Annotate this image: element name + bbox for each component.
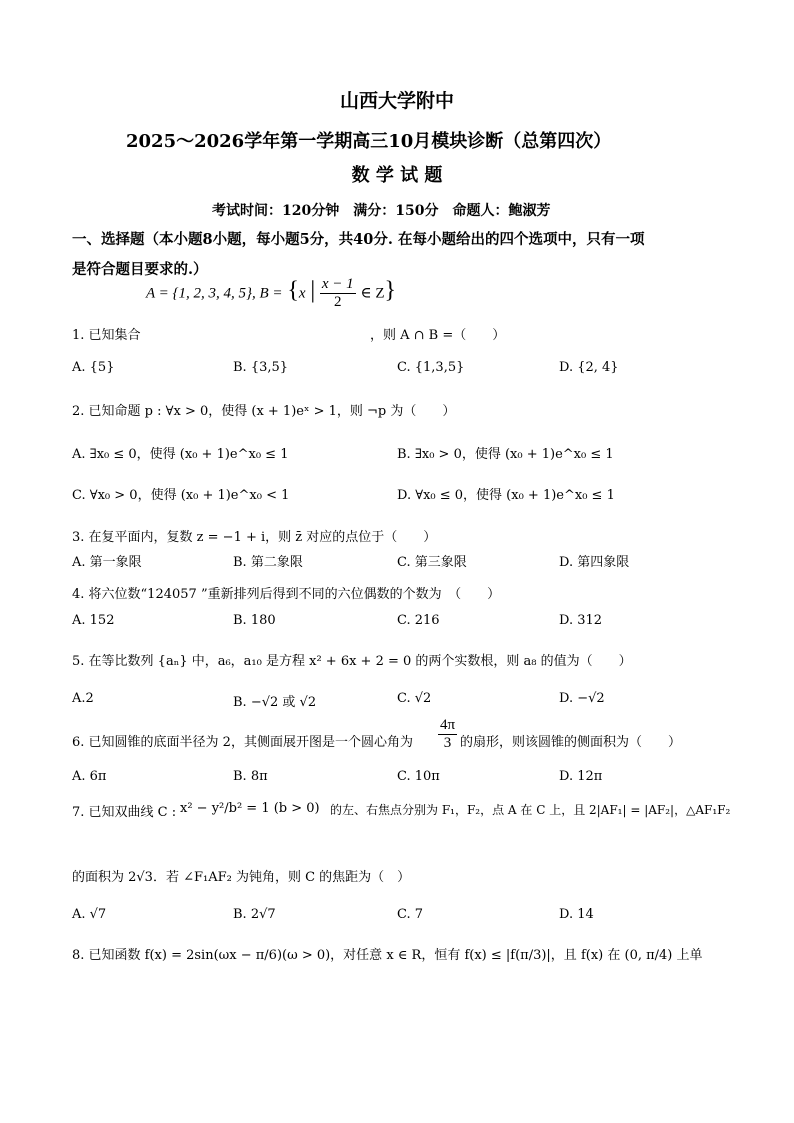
exam-info: 考试时间：120分钟 满分：150分 命题人：鲍淑芳 <box>212 203 551 219</box>
q1-setA: A = {1, 2, 3, 4, 5}, B = <box>146 285 283 302</box>
q1-setB-in: ∈ Z <box>360 285 385 302</box>
q1-option-b: B. {3,5} <box>233 360 289 375</box>
q7-stem-line2: 的面积为 2√3．若 ∠F₁AF₂ 为钝角，则 C 的焦距为（ ） <box>72 870 411 885</box>
q6-option-c: C. 10π <box>397 769 440 784</box>
q4-option-c: C. 216 <box>397 613 440 628</box>
q5-option-c: C. √2 <box>397 691 432 706</box>
q5-option-b: B. −√2 或 √2 <box>233 695 317 710</box>
q7-stem-mid: 的左、右焦点分别为 F₁，F₂，点 A 在 C 上，且 2|AF₁| = |AF₂|，△AF₁F₂ <box>330 803 731 817</box>
q4-option-b: B. 180 <box>233 613 276 628</box>
school-name: 山西大学附中 <box>339 90 454 112</box>
q6-option-d: D. 12π <box>559 769 603 784</box>
q1-option-d: D. {2, 4} <box>559 360 619 375</box>
q1-setB-var: x <box>298 285 306 302</box>
q1-set-expression: A = {1, 2, 3, 4, 5}, B = {x | $\frac{x - 1}{2}$ ∈ Z} <box>146 276 397 310</box>
q3-stem: 3. 在复平面内，复数 z = −1 + i，则 z̄ 对应的点位于（ ） <box>72 530 437 545</box>
q6-frac-den: 3 <box>443 735 452 751</box>
q1-stem-pre: 1. 已知集合 <box>72 328 141 343</box>
q2-option-d: D. ∀x₀ ≤ 0，使得 (x₀ + 1)e^x₀ ≤ 1 <box>397 488 615 503</box>
q7-option-a: A. √7 <box>72 907 107 922</box>
q6-stem-pre: 6. 已知圆锥的底面半径为 2，其侧面展开图是一个圆心角为 <box>72 735 413 750</box>
q6-option-a: A. 6π <box>72 769 107 784</box>
subject-title: 数 学 试 题 <box>351 165 443 186</box>
q7-stem-pre: 7. 已知双曲线 C : <box>72 805 177 820</box>
q7-option-b: B. 2√7 <box>233 907 276 922</box>
q1-option-c: C. {1,3,5} <box>397 360 465 375</box>
q2-option-c: C. ∀x₀ > 0，使得 (x₀ + 1)e^x₀ < 1 <box>72 488 290 503</box>
q2-stem: 2. 已知命题 p : ∀x > 0，使得 (x + 1)eˣ > 1，则 ¬p 为（ ） <box>72 404 456 419</box>
q1-setB-den: 2 <box>334 294 342 310</box>
q7-option-c: C. 7 <box>397 907 424 922</box>
q3-option-d: D. 第四象限 <box>559 555 630 570</box>
q6-stem-post: 的扇形，则该圆锥的侧面积为（ ） <box>460 735 682 750</box>
q1-option-a: A. {5} <box>72 360 115 375</box>
q5-option-d: D. −√2 <box>559 691 605 706</box>
exam-title: 2025～2026学年第一学期高三10月模块诊断（总第四次） <box>126 131 612 152</box>
q7-option-d: D. 14 <box>559 907 594 922</box>
q3-option-b: B. 第二象限 <box>233 555 303 570</box>
q1-stem-post: ，则 A ∩ B =（ ） <box>370 328 506 343</box>
q5-stem: 5. 在等比数列 {aₙ} 中，a₆，a₁₀ 是方程 x² + 6x + 2 = 0 的两个实数根，则 a₈ 的值为（ ） <box>72 654 632 669</box>
q7-equation: x² − y²/b² = 1 (b > 0) <box>180 801 320 816</box>
q8-stem: 8. 已知函数 f(x) = 2sin(ωx − π/6)(ω > 0)，对任意 x ∈ R，恒有 f(x) ≤ |f(π/3)|，且 f(x) 在 (0, π/4) 上单 <box>72 948 703 963</box>
q6-option-b: B. 8π <box>233 769 268 784</box>
q3-option-c: C. 第三象限 <box>397 555 467 570</box>
q5-option-a: A.2 <box>72 691 94 706</box>
q1-setB-num: x − 1 <box>321 276 354 292</box>
q4-stem: 4. 将六位数“124057 ”重新排列后得到不同的六位偶数的个数为 （ ） <box>72 587 501 602</box>
section-heading-line2: 是符合题目要求的.） <box>72 261 208 278</box>
q6-frac-num: 4π <box>440 717 456 733</box>
q3-option-a: A. 第一象限 <box>72 555 142 570</box>
section-heading-line1: 一、选择题（本小题8小题，每小题5分，共40分. 在每小题给出的四个选项中，只有一项 <box>72 231 645 248</box>
q4-option-d: D. 312 <box>559 613 603 628</box>
q6-fraction <box>438 717 457 752</box>
q2-option-a: A. ∃x₀ ≤ 0，使得 (x₀ + 1)e^x₀ ≤ 1 <box>72 447 289 462</box>
q4-option-a: A. 152 <box>72 613 115 628</box>
q2-option-b: B. ∃x₀ > 0，使得 (x₀ + 1)e^x₀ ≤ 1 <box>397 447 614 462</box>
